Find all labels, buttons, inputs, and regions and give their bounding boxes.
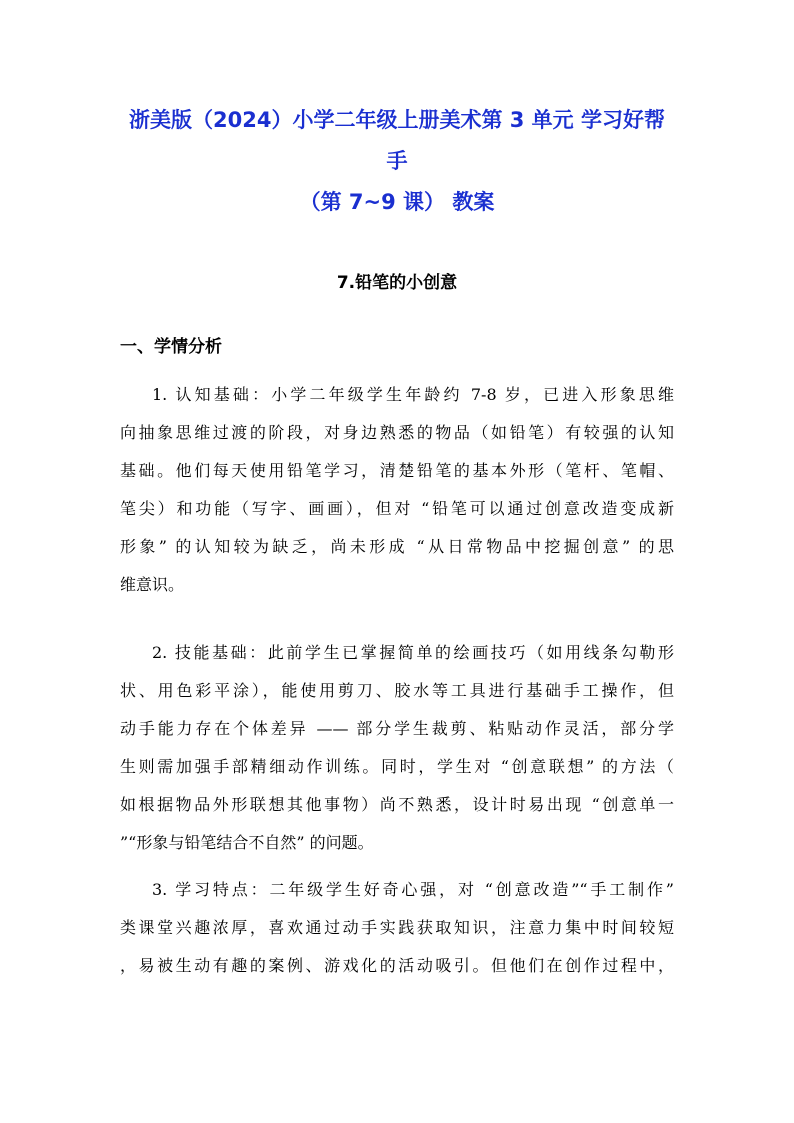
paragraph-skill-basis — [120, 634, 674, 862]
paragraph-line: 维意识。 — [120, 575, 185, 594]
paragraph-line: ”“形象与铅笔结合不自然” 的问题。 — [120, 833, 374, 852]
paragraph-line: 状、用色彩平涂），能使用剪刀、胶水等工具进行基础手工操作，但 — [120, 681, 674, 700]
paragraph-cognitive-basis — [120, 376, 674, 604]
document-title-line-2: 手 — [386, 149, 408, 173]
paragraph-line: 3. 学习特点：二年级学生好奇心强，对 “创意改造”“手工制作” — [152, 880, 674, 899]
paragraph-learning-traits — [120, 871, 674, 985]
paragraph-line: 生则需加强手部精细动作训练。同时，学生对 “创意联想” 的方法（ — [120, 757, 674, 776]
paragraph-line: 形象” 的认知较为缺乏，尚未形成 “从日常物品中挖掘创意” 的思 — [120, 537, 674, 556]
paragraph-line: ，易被生动有趣的案例、游戏化的活动吸引。但他们在创作过程中， — [120, 956, 674, 975]
paragraph-line: 如根据物品外形联想其他事物）尚不熟悉，设计时易出现 “创意单一 — [120, 795, 674, 814]
paragraph-line: 1. 认知基础：小学二年级学生年龄约 7-8 岁，已进入形象思维 — [152, 385, 674, 404]
paragraph-line: 2. 技能基础：此前学生已掌握简单的绘画技巧（如用线条勾勒形 — [152, 643, 674, 662]
document-title-line-1: 浙美版（2024）小学二年级上册美术第 3 单元 学习好帮 — [129, 108, 665, 132]
section-heading: 一、学情分析 — [120, 337, 222, 357]
paragraph-line: 向抽象思维过渡的阶段，对身边熟悉的物品（如铅笔）有较强的认知 — [120, 423, 674, 442]
paragraph-line: 类课堂兴趣浓厚，喜欢通过动手实践获取知识，注意力集中时间较短 — [120, 918, 674, 937]
paragraph-line: 基础。他们每天使用铅笔学习，清楚铅笔的基本外形（笔杆、笔帽、 — [120, 461, 674, 480]
document-title-line-3: （第 7~9 课） 教案 — [299, 190, 495, 214]
paragraph-line: 动手能力存在个体差异 —— 部分学生裁剪、粘贴动作灵活，部分学 — [120, 719, 674, 738]
paragraph-line: 笔尖）和功能（写字、画画），但对 “铅笔可以通过创意改造变成新 — [120, 499, 674, 518]
lesson-heading: 7.铅笔的小创意 — [336, 273, 458, 293]
